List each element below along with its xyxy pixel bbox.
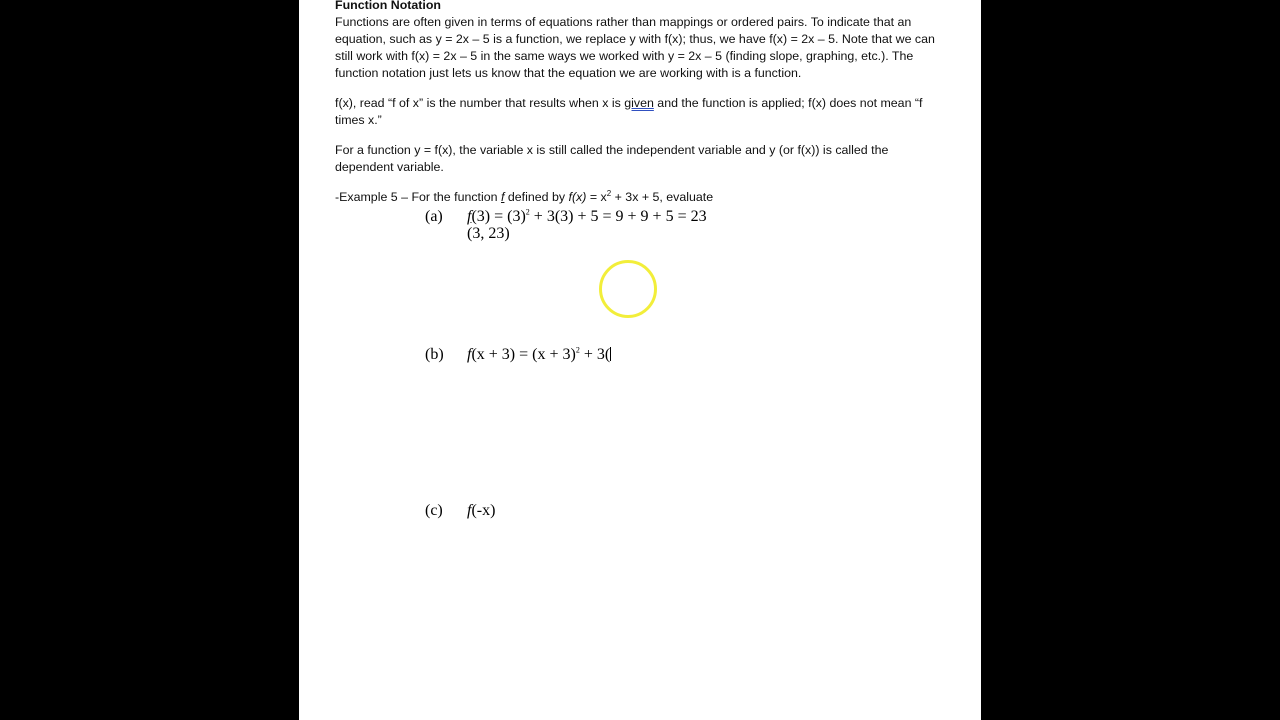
part-label: (a) xyxy=(425,208,443,225)
spellcheck-underlined-word[interactable]: given xyxy=(624,96,654,110)
part-label: (c) xyxy=(425,502,443,519)
part-work-line: f(-x) xyxy=(467,502,496,519)
part-answer-line: (3, 23) xyxy=(467,225,510,242)
document-body xyxy=(335,0,935,206)
paragraph-1: Functions are often given in terms of equations rather than mappings or ordered pairs. To indicate that an equation, such as y = 2x – 5 is a function, we replace y with f(x); thus, we have f(x) = 2x – 5. Note that we can still work with f(x) = 2x – 5 in the same ways we worked with y = 2x – 5 (finding slope, graphing, etc.). The function notation just lets us know that the equation we are working with is a function. xyxy=(335,15,935,80)
part-work-line[interactable]: $f(x + 3) = (x + 3)^2 + 3$( xyxy=(467,345,611,363)
part-label: (b) xyxy=(425,346,444,363)
text-caret xyxy=(610,347,611,361)
paragraph-2-end: and the function is applied; f(x) does not mean “f times x.” xyxy=(335,96,923,127)
document-page xyxy=(299,0,981,720)
paragraph-2-start: f(x), read “f of x” is the number that results when x is xyxy=(335,96,625,110)
example-statement: -Example 5 – For the function f defined by $f(x) = x^2 + 3x + 5$, evaluate xyxy=(335,188,714,204)
cursor-highlight-circle xyxy=(599,260,657,318)
section-heading: Function Notation xyxy=(335,0,441,12)
paragraph-2 xyxy=(335,95,935,129)
paragraph-3: For a function y = f(x), the variable x is still called the independent variable and y (or f(x)) is called the dependent variable. xyxy=(335,143,889,174)
part-work-line: $f(3) = (3)^2 + 3(3) + 5 = 9 + 9 + 5 = 23$ xyxy=(467,207,707,225)
